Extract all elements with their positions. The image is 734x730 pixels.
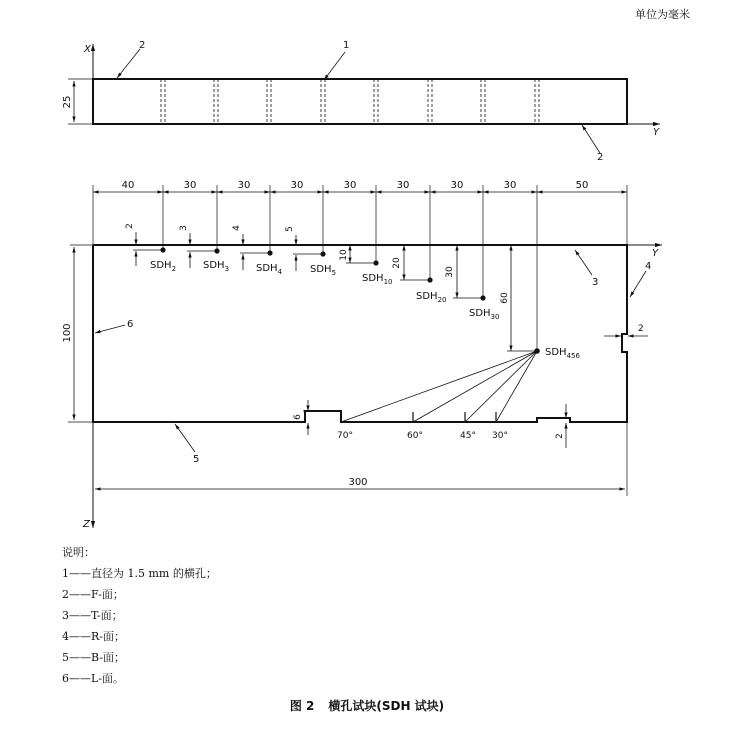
hole-marker	[480, 295, 485, 300]
notch-label: 2	[638, 324, 644, 334]
hole-marker	[373, 260, 378, 265]
front-view	[62, 180, 662, 530]
angle-label: 60°	[407, 431, 423, 441]
spacing-label: 30	[237, 180, 251, 191]
angle-lines	[341, 351, 537, 422]
hole-traces-top	[161, 79, 539, 124]
hole-depth-label: 10	[339, 249, 349, 261]
callout-5: 5	[193, 454, 200, 465]
hole-depth-label: 60	[500, 292, 510, 304]
spacing-label: 30	[450, 180, 464, 191]
hole-label: $SDH_{10}$	[362, 273, 393, 286]
callout-5-leader	[175, 424, 195, 452]
angle-label: 70°	[337, 431, 353, 441]
spacing-label: 30	[343, 180, 357, 191]
hole-depth-label: 3	[179, 225, 189, 231]
legend-item: 4——R-面；	[62, 630, 125, 643]
legend	[62, 542, 217, 689]
callout-6-leader	[95, 325, 125, 333]
spacing-label: 40	[121, 180, 135, 191]
hole-depth-label: 4	[232, 225, 242, 231]
hole-label: $SDH_{30}$	[469, 308, 500, 321]
callout-4: 4	[645, 261, 652, 272]
legend-title: 说明：	[62, 546, 95, 559]
hole-sdh10	[339, 245, 393, 286]
hole-depth-label: 30	[445, 266, 455, 278]
callout-2-left: 2	[139, 40, 146, 51]
callout-6: 6	[127, 319, 134, 330]
legend-item: 2——F-面；	[62, 588, 124, 601]
hole-marker	[320, 251, 325, 256]
y-axis-label: Y	[652, 248, 659, 259]
callout-2-right: 2	[597, 152, 604, 163]
height-dim-label: 100	[62, 323, 73, 343]
figure-number: 图 2	[289, 699, 315, 713]
hole-marker	[214, 248, 219, 253]
callout-2-right-leader	[582, 125, 600, 153]
callout-3: 3	[592, 277, 599, 288]
hole-marker	[160, 247, 165, 252]
hole-label: $SDH_{20}$	[416, 291, 447, 304]
angle-labels	[337, 431, 508, 441]
figure-title: 横孔试块(SDH 试块)	[328, 699, 445, 713]
hole-depth-label: 20	[392, 257, 402, 269]
spacing-label: 30	[503, 180, 517, 191]
hole-sdh5	[285, 226, 336, 277]
hole-label: $SDH_3$	[203, 260, 230, 273]
spacing-labels	[122, 180, 589, 191]
hole-label: $SDH_{456}$	[545, 347, 580, 360]
callout-1-leader	[324, 52, 345, 80]
hole-marker	[427, 277, 432, 282]
hole-sdh3	[179, 225, 229, 273]
callout-4-leader	[630, 271, 646, 297]
legend-item: 6——L-面。	[62, 672, 125, 685]
length-dim-label: 300	[348, 477, 368, 488]
height-dim-top-label: 25	[62, 95, 73, 109]
spacing-label: 30	[396, 180, 410, 191]
hole-sdh2	[125, 223, 176, 273]
slot-depth-label: 6	[293, 414, 303, 420]
hole-depth-label: 2	[125, 223, 135, 229]
hole-marker	[267, 250, 272, 255]
x-axis-label: X	[84, 44, 91, 55]
hole-sdh30	[445, 245, 500, 321]
y-axis-top-label: Y	[653, 127, 660, 138]
hole-label: $SDH_4$	[256, 263, 283, 276]
legend-item: 5——B-面；	[62, 651, 126, 664]
hole-sdh20	[392, 245, 447, 304]
top-view-outline	[93, 79, 627, 124]
legend-item: 3——T-面；	[62, 609, 123, 622]
hole-label: $SDH_5$	[310, 264, 337, 277]
unit-note: 单位为毫米	[635, 8, 690, 21]
hole-label: $SDH_2$	[150, 260, 177, 273]
top-view	[62, 40, 660, 163]
z-axis-label: Z	[83, 519, 90, 530]
hole-sdh4	[232, 225, 283, 276]
spacing-label: 50	[575, 180, 589, 191]
hole-depth-label: 5	[285, 226, 295, 232]
figure-caption	[0, 697, 734, 714]
callout-2-left-leader	[117, 49, 140, 78]
spacing-label: 30	[183, 180, 197, 191]
legend-item: 1——直径为 1.5 mm 的横孔；	[62, 567, 217, 580]
callout-1: 1	[343, 40, 350, 51]
bottom-notches	[413, 412, 496, 422]
callout-3-leader	[575, 250, 592, 275]
hole-sdh456	[341, 245, 580, 422]
angle-label: 45°	[460, 431, 476, 441]
spacing-label: 30	[290, 180, 304, 191]
slot2-depth-label: 2	[555, 433, 565, 439]
angle-label: 30°	[492, 431, 508, 441]
